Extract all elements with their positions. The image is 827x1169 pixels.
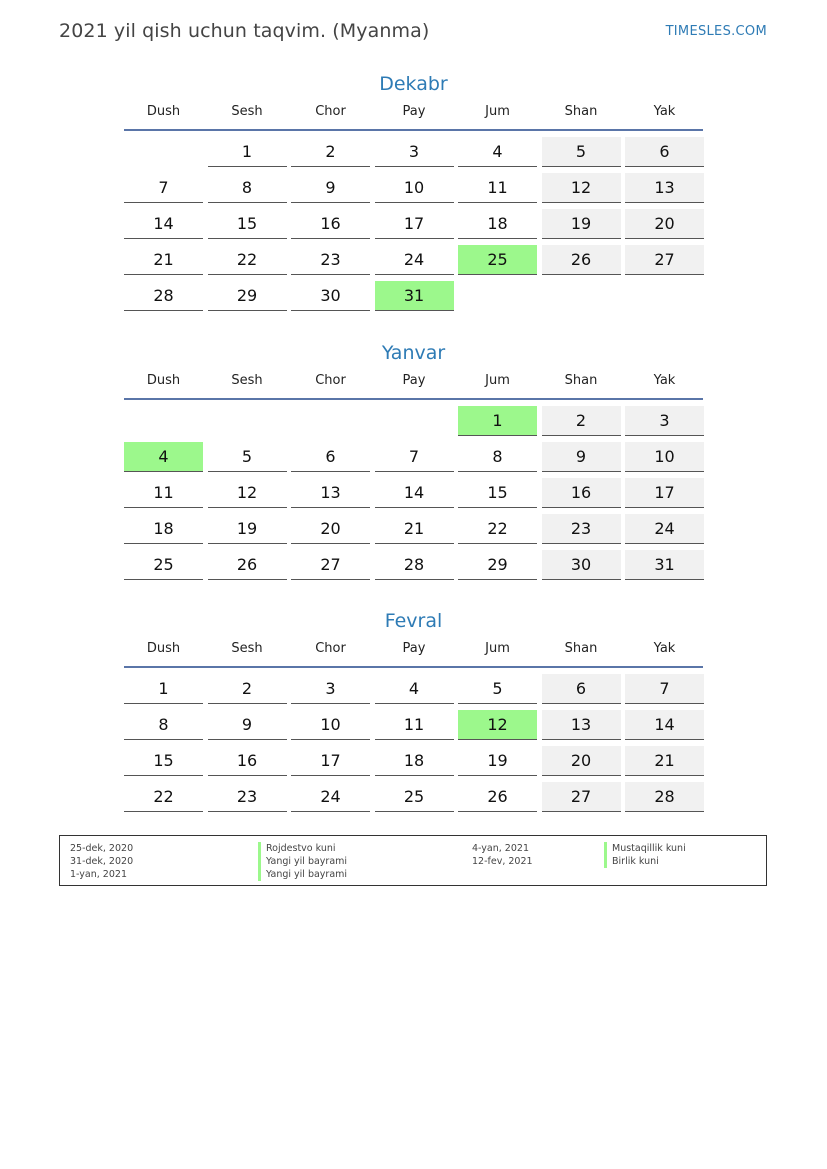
day-cell: 29: [458, 550, 537, 580]
day-cell: 5: [208, 442, 287, 472]
day-cell: 30: [542, 550, 621, 580]
day-cell: 27: [542, 782, 621, 812]
day-cell: 19: [208, 514, 287, 544]
header-divider: [124, 129, 703, 131]
day-cell: 14: [124, 209, 203, 239]
weekday-label: Jum: [485, 641, 510, 656]
day-cell: 26: [542, 245, 621, 275]
day-cell: 16: [542, 478, 621, 508]
header-divider: [124, 398, 703, 400]
day-cell: 24: [291, 782, 370, 812]
day-cell: 17: [375, 209, 454, 239]
weekday-label: Dush: [146, 373, 181, 388]
day-cell: 3: [291, 674, 370, 704]
day-cell: 4: [375, 674, 454, 704]
weekday-label: Yak: [653, 104, 676, 119]
day-cell: 1: [208, 137, 287, 167]
holiday-day-cell: 4: [124, 442, 203, 472]
legend-date: 4-yan, 2021: [472, 843, 529, 854]
day-cell: 29: [208, 281, 287, 311]
day-cell: 25: [375, 782, 454, 812]
holiday-legend: [59, 835, 767, 886]
day-cell: 7: [124, 173, 203, 203]
day-cell: 2: [542, 406, 621, 436]
day-cell: 30: [291, 281, 370, 311]
month-name: Fevral: [384, 610, 443, 632]
day-cell: 12: [208, 478, 287, 508]
legend-holiday-name: Mustaqillik kuni: [604, 842, 686, 855]
day-cell: 27: [625, 245, 704, 275]
holiday-day-cell: 25: [458, 245, 537, 275]
day-cell: 15: [124, 746, 203, 776]
weekday-label: Jum: [485, 373, 510, 388]
day-cell: 14: [375, 478, 454, 508]
day-cell: 8: [458, 442, 537, 472]
day-cell: 18: [124, 514, 203, 544]
day-cell: 7: [375, 442, 454, 472]
day-cell: 25: [124, 550, 203, 580]
day-cell: 2: [291, 137, 370, 167]
legend-left-names: [258, 842, 347, 881]
day-cell: 9: [291, 173, 370, 203]
day-cell: 6: [291, 442, 370, 472]
day-cell: 5: [542, 137, 621, 167]
weekday-header: [122, 638, 705, 668]
day-cell: 19: [458, 746, 537, 776]
day-cell: 13: [291, 478, 370, 508]
day-cell: 28: [124, 281, 203, 311]
day-grid: [122, 406, 705, 586]
weekday-label: Pay: [402, 641, 426, 656]
day-cell: 13: [542, 710, 621, 740]
day-cell: 7: [625, 674, 704, 704]
legend-holiday-name: Yangi yil bayrami: [258, 868, 347, 881]
header-divider: [124, 666, 703, 668]
day-cell: 20: [291, 514, 370, 544]
day-cell: 24: [375, 245, 454, 275]
day-cell: 16: [208, 746, 287, 776]
brand-link[interactable]: TIMESLES.COM: [665, 24, 767, 39]
weekday-header: [122, 370, 705, 400]
day-cell: 21: [124, 245, 203, 275]
day-cell: 28: [375, 550, 454, 580]
day-cell: 16: [291, 209, 370, 239]
month-fevral: [122, 607, 705, 818]
month-name: Yanvar: [381, 342, 446, 364]
weekday-label: Shan: [564, 104, 598, 119]
day-cell: 12: [542, 173, 621, 203]
day-cell: 10: [291, 710, 370, 740]
weekday-label: Pay: [402, 104, 426, 119]
day-cell: 11: [458, 173, 537, 203]
weekday-label: Shan: [564, 373, 598, 388]
day-cell: 31: [625, 550, 704, 580]
legend-date: 12-fev, 2021: [472, 856, 533, 867]
weekday-label: Yak: [653, 373, 676, 388]
day-cell: 10: [625, 442, 704, 472]
day-cell: 23: [208, 782, 287, 812]
day-cell: 4: [458, 137, 537, 167]
legend-date: 25-dek, 2020: [70, 843, 134, 854]
day-cell: 15: [458, 478, 537, 508]
day-cell: 3: [625, 406, 704, 436]
legend-right-dates: [472, 842, 533, 868]
day-cell: 17: [625, 478, 704, 508]
day-cell: 8: [208, 173, 287, 203]
day-grid: [122, 674, 705, 818]
month-name: Dekabr: [379, 73, 448, 95]
day-cell: 20: [542, 746, 621, 776]
day-cell: 10: [375, 173, 454, 203]
day-cell: 18: [458, 209, 537, 239]
month-dekabr: [122, 70, 705, 317]
legend-date: 31-dek, 2020: [70, 856, 134, 867]
day-cell: 6: [625, 137, 704, 167]
month-yanvar: [122, 339, 705, 586]
day-grid: [122, 137, 705, 317]
legend-holiday-name: Birlik kuni: [604, 855, 686, 868]
holiday-day-cell: 31: [375, 281, 454, 311]
day-cell: 8: [124, 710, 203, 740]
day-cell: 26: [208, 550, 287, 580]
day-cell: 11: [375, 710, 454, 740]
holiday-day-cell: 1: [458, 406, 537, 436]
day-cell: 1: [124, 674, 203, 704]
day-cell: 26: [458, 782, 537, 812]
weekday-label: Dush: [146, 104, 181, 119]
weekday-label: Sesh: [231, 641, 263, 656]
day-cell: 17: [291, 746, 370, 776]
day-cell: 5: [458, 674, 537, 704]
day-cell: 11: [124, 478, 203, 508]
day-cell: 27: [291, 550, 370, 580]
day-cell: 24: [625, 514, 704, 544]
day-cell: 23: [542, 514, 621, 544]
day-cell: 2: [208, 674, 287, 704]
day-cell: 9: [208, 710, 287, 740]
day-cell: 22: [458, 514, 537, 544]
weekday-label: Chor: [315, 104, 346, 119]
legend-date: 1-yan, 2021: [70, 869, 127, 880]
legend-left-dates: [70, 842, 133, 881]
weekday-label: Sesh: [231, 104, 263, 119]
day-cell: 19: [542, 209, 621, 239]
day-cell: 21: [625, 746, 704, 776]
holiday-day-cell: 12: [458, 710, 537, 740]
weekday-label: Sesh: [231, 373, 263, 388]
day-cell: 22: [124, 782, 203, 812]
legend-right-names: [604, 842, 686, 868]
legend-holiday-name: Yangi yil bayrami: [258, 855, 347, 868]
day-cell: 15: [208, 209, 287, 239]
page-title: 2021 yil qish uchun taqvim. (Myanma): [59, 20, 430, 42]
day-cell: 22: [208, 245, 287, 275]
day-cell: 14: [625, 710, 704, 740]
day-cell: 9: [542, 442, 621, 472]
weekday-label: Chor: [315, 373, 346, 388]
day-cell: 23: [291, 245, 370, 275]
day-cell: 3: [375, 137, 454, 167]
day-cell: 13: [625, 173, 704, 203]
day-cell: 28: [625, 782, 704, 812]
weekday-label: Pay: [402, 373, 426, 388]
day-cell: 6: [542, 674, 621, 704]
day-cell: 20: [625, 209, 704, 239]
day-cell: 18: [375, 746, 454, 776]
weekday-label: Dush: [146, 641, 181, 656]
weekday-label: Jum: [485, 104, 510, 119]
weekday-label: Chor: [315, 641, 346, 656]
weekday-header: [122, 101, 705, 131]
weekday-label: Yak: [653, 641, 676, 656]
weekday-label: Shan: [564, 641, 598, 656]
day-cell: 21: [375, 514, 454, 544]
legend-holiday-name: Rojdestvo kuni: [258, 842, 347, 855]
